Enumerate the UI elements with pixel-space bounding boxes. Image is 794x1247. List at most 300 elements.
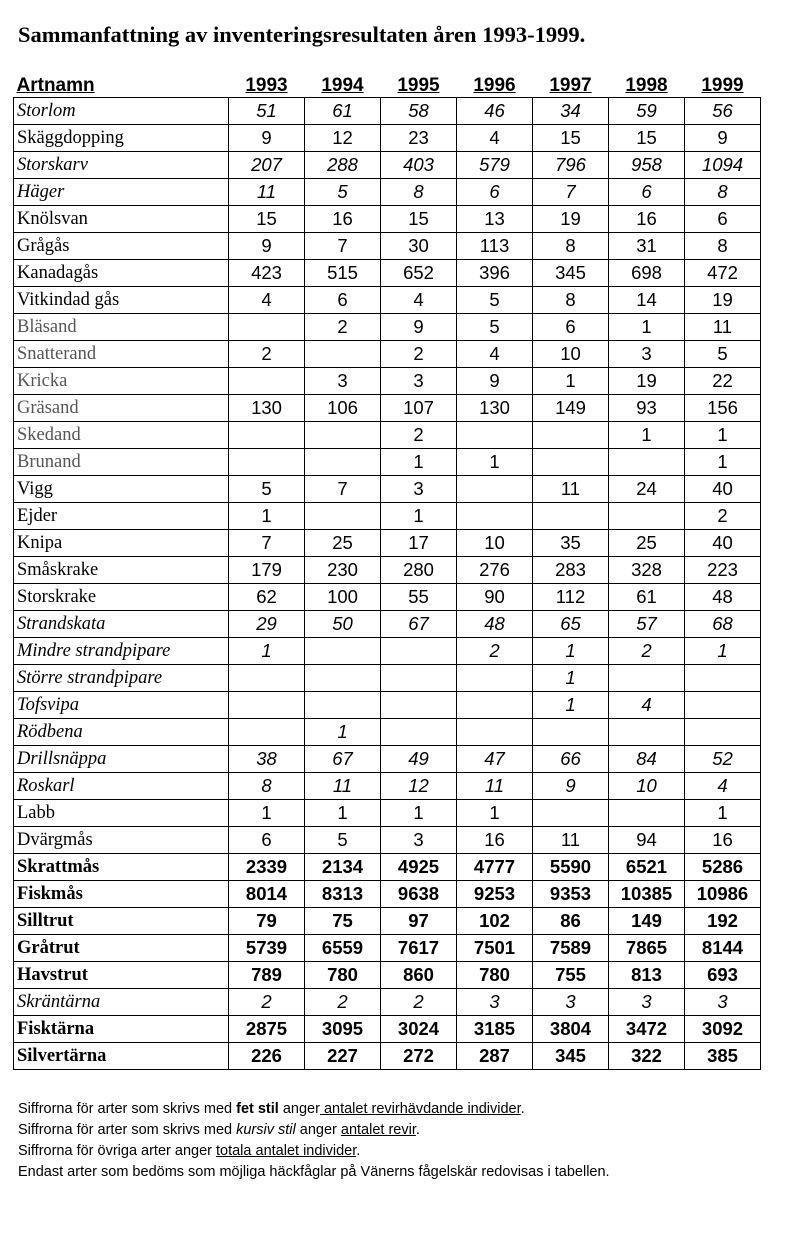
count-cell: 3092 xyxy=(685,1016,761,1043)
table-body xyxy=(14,98,761,1070)
count-cell: 10 xyxy=(609,773,685,800)
species-name-cell: Snatterand xyxy=(14,341,229,368)
count-cell: 5 xyxy=(685,341,761,368)
count-cell: 8313 xyxy=(305,881,381,908)
count-cell: 31 xyxy=(609,233,685,260)
count-cell: 796 xyxy=(533,152,609,179)
count-cell: 1 xyxy=(609,422,685,449)
species-name-cell: Större strandpipare xyxy=(14,665,229,692)
count-cell: 1 xyxy=(685,449,761,476)
table-row xyxy=(14,773,761,800)
page-title: Sammanfattning av inventeringsresultaten åren 1993-1999. xyxy=(18,22,586,47)
count-cell xyxy=(685,692,761,719)
count-cell: 62 xyxy=(229,584,305,611)
count-cell: 56 xyxy=(685,98,761,125)
count-cell xyxy=(609,800,685,827)
species-name-cell: Gråtrut xyxy=(14,935,229,962)
table-row xyxy=(14,152,761,179)
count-cell: 1 xyxy=(609,314,685,341)
count-cell xyxy=(457,665,533,692)
count-cell: 1 xyxy=(381,503,457,530)
count-cell: 1 xyxy=(685,638,761,665)
count-cell xyxy=(305,449,381,476)
count-cell: 16 xyxy=(609,206,685,233)
count-cell: 780 xyxy=(457,962,533,989)
footnote-text: Siffrorna för arter som skrivs med xyxy=(18,1122,237,1138)
count-cell: 5 xyxy=(457,314,533,341)
count-cell: 7589 xyxy=(533,935,609,962)
count-cell: 30 xyxy=(381,233,457,260)
column-header-artnamn: Artnamn xyxy=(16,75,95,96)
count-cell xyxy=(229,368,305,395)
table-header-row xyxy=(14,72,761,98)
count-cell: 61 xyxy=(609,584,685,611)
table-row xyxy=(14,395,761,422)
count-cell xyxy=(381,638,457,665)
count-cell: 93 xyxy=(609,395,685,422)
column-header-year: 1998 xyxy=(625,75,668,96)
count-cell: 79 xyxy=(229,908,305,935)
table-row xyxy=(14,233,761,260)
count-cell: 29 xyxy=(229,611,305,638)
table-row xyxy=(14,827,761,854)
count-cell: 322 xyxy=(609,1043,685,1070)
count-cell xyxy=(533,503,609,530)
count-cell xyxy=(381,719,457,746)
count-cell: 97 xyxy=(381,908,457,935)
count-cell: 2134 xyxy=(305,854,381,881)
footnote-underline: antalet revir xyxy=(340,1122,416,1138)
count-cell: 423 xyxy=(229,260,305,287)
footnote-text: . xyxy=(356,1143,361,1159)
table-row xyxy=(14,422,761,449)
table-row xyxy=(14,368,761,395)
count-cell: 8014 xyxy=(229,881,305,908)
count-cell: 698 xyxy=(609,260,685,287)
table-row xyxy=(14,989,761,1016)
species-name-cell: Storskrake xyxy=(14,584,229,611)
species-name-cell: Labb xyxy=(14,800,229,827)
count-cell: 48 xyxy=(457,611,533,638)
footnote-text: anger xyxy=(295,1122,341,1138)
count-cell: 179 xyxy=(229,557,305,584)
count-cell: 1 xyxy=(533,638,609,665)
count-cell: 1094 xyxy=(685,152,761,179)
species-name-cell: Tofsvipa xyxy=(14,692,229,719)
count-cell: 2339 xyxy=(229,854,305,881)
species-name-cell: Fiskmås xyxy=(14,881,229,908)
count-cell: 11 xyxy=(533,827,609,854)
table-row xyxy=(14,962,761,989)
count-cell: 59 xyxy=(609,98,685,125)
count-cell: 12 xyxy=(381,773,457,800)
column-header-year: 1994 xyxy=(321,75,364,96)
count-cell: 3 xyxy=(685,989,761,1016)
count-cell: 8 xyxy=(229,773,305,800)
count-cell: 25 xyxy=(305,530,381,557)
count-cell: 55 xyxy=(381,584,457,611)
count-cell: 2 xyxy=(457,638,533,665)
column-header-year: 1995 xyxy=(397,75,440,96)
count-cell: 958 xyxy=(609,152,685,179)
count-cell: 2 xyxy=(381,422,457,449)
count-cell: 9 xyxy=(685,125,761,152)
count-cell: 1 xyxy=(305,800,381,827)
count-cell: 5590 xyxy=(533,854,609,881)
count-cell: 287 xyxy=(457,1043,533,1070)
count-cell xyxy=(229,665,305,692)
count-cell: 396 xyxy=(457,260,533,287)
count-cell: 10986 xyxy=(685,881,761,908)
species-name-cell: Skedand xyxy=(14,422,229,449)
count-cell: 19 xyxy=(685,287,761,314)
count-cell: 6 xyxy=(229,827,305,854)
count-cell: 328 xyxy=(609,557,685,584)
count-cell: 94 xyxy=(609,827,685,854)
count-cell: 3804 xyxy=(533,1016,609,1043)
count-cell: 130 xyxy=(229,395,305,422)
count-cell: 8 xyxy=(381,179,457,206)
count-cell: 57 xyxy=(609,611,685,638)
species-name-cell: Ejder xyxy=(14,503,229,530)
count-cell xyxy=(457,476,533,503)
table-row xyxy=(14,179,761,206)
count-cell: 226 xyxy=(229,1043,305,1070)
count-cell: 1 xyxy=(685,422,761,449)
species-name-cell: Kanadagås xyxy=(14,260,229,287)
count-cell: 50 xyxy=(305,611,381,638)
count-cell: 15 xyxy=(533,125,609,152)
count-cell: 5286 xyxy=(685,854,761,881)
species-name-cell: Vigg xyxy=(14,476,229,503)
count-cell: 149 xyxy=(609,908,685,935)
count-cell: 345 xyxy=(533,260,609,287)
table-row xyxy=(14,314,761,341)
count-cell: 7 xyxy=(305,233,381,260)
count-cell: 10 xyxy=(457,530,533,557)
count-cell: 100 xyxy=(305,584,381,611)
count-cell: 276 xyxy=(457,557,533,584)
count-cell: 5 xyxy=(457,287,533,314)
count-cell: 5 xyxy=(305,179,381,206)
count-cell xyxy=(609,449,685,476)
count-cell xyxy=(609,503,685,530)
count-cell: 156 xyxy=(685,395,761,422)
count-cell: 149 xyxy=(533,395,609,422)
count-cell: 113 xyxy=(457,233,533,260)
count-cell: 3 xyxy=(609,989,685,1016)
table-row xyxy=(14,260,761,287)
count-cell: 9 xyxy=(381,314,457,341)
count-cell: 86 xyxy=(533,908,609,935)
count-cell: 90 xyxy=(457,584,533,611)
count-cell: 51 xyxy=(229,98,305,125)
table-row xyxy=(14,341,761,368)
count-cell: 19 xyxy=(533,206,609,233)
count-cell: 9 xyxy=(457,368,533,395)
species-name-cell: Bläsand xyxy=(14,314,229,341)
count-cell: 19 xyxy=(609,368,685,395)
footnote-text: Siffrorna för övriga arter anger xyxy=(18,1143,216,1159)
species-name-cell: Silltrut xyxy=(14,908,229,935)
count-cell: 130 xyxy=(457,395,533,422)
count-cell: 15 xyxy=(229,206,305,233)
species-name-cell: Roskarl xyxy=(14,773,229,800)
footnote-text: . xyxy=(415,1122,420,1138)
count-cell xyxy=(305,503,381,530)
count-cell: 16 xyxy=(685,827,761,854)
count-cell: 2 xyxy=(381,989,457,1016)
footnote-scope: Endast arter som bedöms som möjliga häckfåglar på Vänerns fågelskär redovisas i tabellen. xyxy=(18,1164,610,1180)
count-cell xyxy=(457,719,533,746)
count-cell: 1 xyxy=(685,800,761,827)
count-cell: 9638 xyxy=(381,881,457,908)
species-name-cell: Vitkindad gås xyxy=(14,287,229,314)
footnote-text: anger xyxy=(278,1101,320,1117)
count-cell: 6 xyxy=(533,314,609,341)
count-cell: 5 xyxy=(229,476,305,503)
count-cell: 11 xyxy=(685,314,761,341)
species-name-cell: Knölsvan xyxy=(14,206,229,233)
footnote-other xyxy=(18,1141,610,1162)
count-cell: 693 xyxy=(685,962,761,989)
species-name-cell: Strandskata xyxy=(14,611,229,638)
count-cell: 22 xyxy=(685,368,761,395)
count-cell: 106 xyxy=(305,395,381,422)
count-cell: 35 xyxy=(533,530,609,557)
count-cell: 385 xyxy=(685,1043,761,1070)
count-cell: 5739 xyxy=(229,935,305,962)
count-cell xyxy=(229,692,305,719)
count-cell: 6521 xyxy=(609,854,685,881)
footnote-italic xyxy=(18,1120,610,1141)
count-cell: 227 xyxy=(305,1043,381,1070)
count-cell: 46 xyxy=(457,98,533,125)
table-row xyxy=(14,503,761,530)
count-cell: 1 xyxy=(229,800,305,827)
count-cell: 1 xyxy=(305,719,381,746)
count-cell: 3 xyxy=(305,368,381,395)
count-cell: 1 xyxy=(457,800,533,827)
count-cell: 75 xyxy=(305,908,381,935)
count-cell: 2875 xyxy=(229,1016,305,1043)
count-cell: 17 xyxy=(381,530,457,557)
species-name-cell: Mindre strandpipare xyxy=(14,638,229,665)
count-cell xyxy=(609,719,685,746)
count-cell xyxy=(533,422,609,449)
table-row xyxy=(14,98,761,125)
count-cell xyxy=(685,665,761,692)
count-cell xyxy=(457,503,533,530)
count-cell: 207 xyxy=(229,152,305,179)
species-name-cell: Skräntärna xyxy=(14,989,229,1016)
count-cell: 2 xyxy=(229,989,305,1016)
footnote-underline: antalet revirhävdande individer xyxy=(319,1101,521,1117)
table-row xyxy=(14,665,761,692)
species-name-cell: Skrattmås xyxy=(14,854,229,881)
count-cell: 3 xyxy=(609,341,685,368)
table-row xyxy=(14,530,761,557)
table-row xyxy=(14,287,761,314)
count-cell: 1 xyxy=(229,638,305,665)
count-cell: 9 xyxy=(229,233,305,260)
count-cell: 755 xyxy=(533,962,609,989)
count-cell: 14 xyxy=(609,287,685,314)
count-cell: 4 xyxy=(381,287,457,314)
count-cell xyxy=(685,719,761,746)
species-name-cell: Häger xyxy=(14,179,229,206)
count-cell: 8 xyxy=(533,233,609,260)
count-cell: 7 xyxy=(533,179,609,206)
count-cell: 102 xyxy=(457,908,533,935)
table-row xyxy=(14,638,761,665)
count-cell: 223 xyxy=(685,557,761,584)
count-cell: 12 xyxy=(305,125,381,152)
count-cell: 515 xyxy=(305,260,381,287)
count-cell: 9353 xyxy=(533,881,609,908)
count-cell: 34 xyxy=(533,98,609,125)
count-cell: 9 xyxy=(229,125,305,152)
count-cell xyxy=(229,719,305,746)
count-cell: 3024 xyxy=(381,1016,457,1043)
count-cell xyxy=(305,422,381,449)
table-row xyxy=(14,125,761,152)
footnote-text: . xyxy=(520,1101,525,1117)
count-cell: 3472 xyxy=(609,1016,685,1043)
count-cell: 4 xyxy=(457,125,533,152)
count-cell: 4777 xyxy=(457,854,533,881)
count-cell: 2 xyxy=(305,314,381,341)
count-cell: 2 xyxy=(229,341,305,368)
table-row xyxy=(14,1016,761,1043)
column-header-year: 1996 xyxy=(473,75,516,96)
count-cell: 49 xyxy=(381,746,457,773)
count-cell: 6 xyxy=(305,287,381,314)
count-cell: 192 xyxy=(685,908,761,935)
count-cell xyxy=(305,638,381,665)
count-cell: 5 xyxy=(305,827,381,854)
count-cell: 8 xyxy=(685,233,761,260)
species-name-cell: Fisktärna xyxy=(14,1016,229,1043)
table-row xyxy=(14,449,761,476)
count-cell: 10385 xyxy=(609,881,685,908)
count-cell: 24 xyxy=(609,476,685,503)
count-cell: 3095 xyxy=(305,1016,381,1043)
count-cell xyxy=(305,665,381,692)
footnote-emphasis: kursiv stil xyxy=(236,1122,296,1138)
count-cell: 23 xyxy=(381,125,457,152)
count-cell: 288 xyxy=(305,152,381,179)
footnotes xyxy=(18,1099,610,1183)
count-cell: 6 xyxy=(609,179,685,206)
count-cell: 4 xyxy=(229,287,305,314)
species-name-cell: Dvärgmås xyxy=(14,827,229,854)
count-cell: 65 xyxy=(533,611,609,638)
count-cell: 4 xyxy=(609,692,685,719)
species-name-cell: Brunand xyxy=(14,449,229,476)
count-cell: 68 xyxy=(685,611,761,638)
count-cell: 652 xyxy=(381,260,457,287)
column-header-year: 1993 xyxy=(245,75,288,96)
count-cell: 47 xyxy=(457,746,533,773)
count-cell xyxy=(609,665,685,692)
count-cell: 8 xyxy=(533,287,609,314)
table-row xyxy=(14,935,761,962)
count-cell xyxy=(533,719,609,746)
count-cell: 7501 xyxy=(457,935,533,962)
count-cell xyxy=(305,692,381,719)
count-cell: 40 xyxy=(685,530,761,557)
count-cell: 1 xyxy=(533,665,609,692)
count-cell: 11 xyxy=(533,476,609,503)
count-cell: 3185 xyxy=(457,1016,533,1043)
count-cell xyxy=(381,692,457,719)
count-cell: 11 xyxy=(457,773,533,800)
species-name-cell: Drillsnäppa xyxy=(14,746,229,773)
count-cell: 1 xyxy=(533,692,609,719)
count-cell: 813 xyxy=(609,962,685,989)
count-cell: 13 xyxy=(457,206,533,233)
table-row xyxy=(14,908,761,935)
count-cell: 16 xyxy=(457,827,533,854)
count-cell: 272 xyxy=(381,1043,457,1070)
species-name-cell: Kricka xyxy=(14,368,229,395)
count-cell xyxy=(533,449,609,476)
count-cell: 1 xyxy=(381,800,457,827)
species-name-cell: Storskarv xyxy=(14,152,229,179)
count-cell: 579 xyxy=(457,152,533,179)
table-row xyxy=(14,746,761,773)
count-cell: 283 xyxy=(533,557,609,584)
count-cell xyxy=(457,422,533,449)
count-cell: 61 xyxy=(305,98,381,125)
count-cell: 3 xyxy=(533,989,609,1016)
count-cell: 9253 xyxy=(457,881,533,908)
species-name-cell: Silvertärna xyxy=(14,1043,229,1070)
count-cell: 403 xyxy=(381,152,457,179)
count-cell: 10 xyxy=(533,341,609,368)
count-cell: 2 xyxy=(305,989,381,1016)
count-cell: 11 xyxy=(305,773,381,800)
count-cell xyxy=(305,341,381,368)
species-name-cell: Grågås xyxy=(14,233,229,260)
count-cell: 1 xyxy=(381,449,457,476)
count-cell: 1 xyxy=(229,503,305,530)
species-name-cell: Skäggdopping xyxy=(14,125,229,152)
count-cell: 3 xyxy=(381,476,457,503)
species-name-cell: Gräsand xyxy=(14,395,229,422)
inventory-table xyxy=(13,72,761,1070)
column-header-year: 1997 xyxy=(549,75,592,96)
table-row xyxy=(14,854,761,881)
count-cell: 4925 xyxy=(381,854,457,881)
table-row xyxy=(14,881,761,908)
count-cell: 6 xyxy=(457,179,533,206)
count-cell: 7865 xyxy=(609,935,685,962)
count-cell: 7 xyxy=(229,530,305,557)
count-cell: 472 xyxy=(685,260,761,287)
count-cell: 9 xyxy=(533,773,609,800)
count-cell xyxy=(229,422,305,449)
count-cell: 345 xyxy=(533,1043,609,1070)
count-cell: 3 xyxy=(381,827,457,854)
count-cell xyxy=(229,314,305,341)
table-row xyxy=(14,557,761,584)
count-cell: 3 xyxy=(381,368,457,395)
table-row xyxy=(14,1043,761,1070)
count-cell: 7617 xyxy=(381,935,457,962)
count-cell: 58 xyxy=(381,98,457,125)
